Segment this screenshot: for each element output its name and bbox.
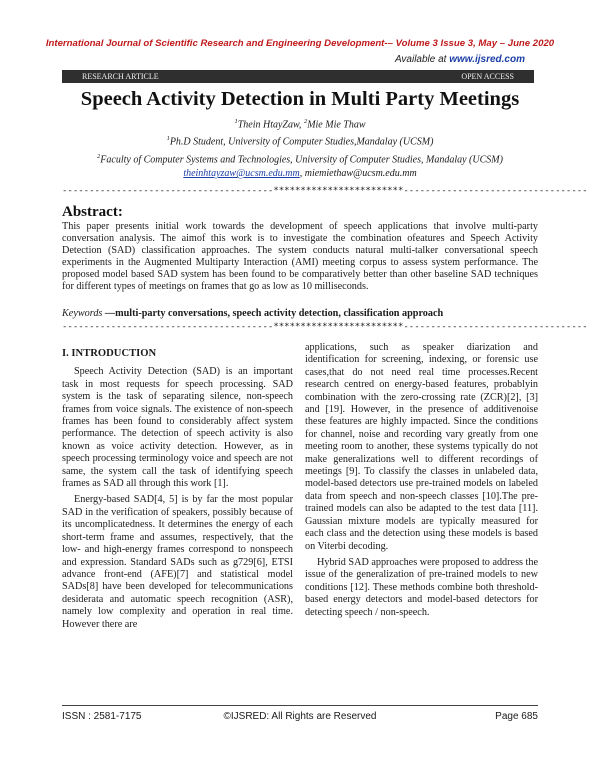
author-names: $^1$Thein HtayZaw, $^2$Mie Mie Thaw — [234, 118, 366, 131]
right-column — [305, 342, 538, 623]
introduction-heading: I. INTRODUCTION — [62, 348, 157, 359]
footer-rights: ©IJSRED: All Rights are Reserved — [223, 711, 377, 722]
author-block — [0, 115, 600, 181]
abstract-text: This paper presents initial work towards the development of speech applications that involve multi-party conversation analysis. The aimof this work is to investigate the combination ofeatures and Speech Activity Detection (SAD) classification approaches. The system conducts natural multi-talker conversational speech experiments in the Augmented Multiparty Interaction (AMI) meeting corpus to assess system performance. The proposed model based SAD system has been found to be comparatively better than other baseline SAD techniques for different types of meetings on frames that go as low as 10 milliseconds. — [62, 221, 538, 292]
available-prefix: Available at — [394, 54, 450, 65]
separator-line-bottom: ---------------------------------------************************---------------------------------- — [62, 322, 588, 332]
email-2: , miemiethaw@ucsm.edu.mm — [299, 167, 417, 179]
affiliation-1-text: Ph.D Student, University of Computer Studies,Mandalay (UCSM) — [169, 136, 434, 148]
keywords-text: —multi-party conversations, speech activity detection, classification approach — [102, 308, 444, 319]
left-column — [62, 348, 293, 635]
keywords-line — [62, 308, 538, 319]
author-emails — [0, 167, 600, 181]
separator-line-top: ---------------------------------------************************---------------------------------- — [62, 186, 588, 196]
research-article-label: RESEARCH ARTICLE — [82, 72, 159, 81]
intro-paragraph-3: applications, such as speaker diarization and identification for screening, indexing, or forensic use cases,that do not need real time processes.Recent research centred on energy-based features, probablyin combination with the zero-crossing rate (ZCR)[2], [3] and [19]. However, in the presence of additivenoise these features are highly impacted. Since the conditions for channel, noise and recording vary greatly from one meeting room to another, these systems typically do not make generalizations well to different recordings of meetings [9]. To classify the classes in unlabeled data, model-based detectors use pre-trained models on labeled data from speech and non-speech classes [10].The pre-trained models can also be adapted to the test data [11]. Gaussian mixture models are typically measured for each class and the detection using these models is based on Viterbi decoding. — [305, 342, 538, 552]
affiliation-1: $^1$Ph.D Student, University of Computer Studies,Mandalay (UCSM) — [166, 135, 434, 148]
footer-page-number: Page 685 — [495, 711, 538, 722]
abstract-heading: Abstract: — [62, 204, 123, 220]
footer-issn: ISSN : 2581-7175 — [62, 711, 142, 722]
intro-paragraph-4: Hybrid SAD approaches were proposed to address the issue of the generalization of pre-trained models to new conditions [12]. These methods combine both threshold-based energy detectors and model-based detectors for detecting speech / non-speech. — [305, 556, 538, 618]
email-link-1[interactable]: theinhtayzaw@ucsm.edu.mm — [183, 167, 300, 179]
open-access-label: OPEN ACCESS — [461, 72, 514, 81]
author-name-2: Mie Mie Thaw — [307, 119, 366, 131]
affiliation-2: $^2$Faculty of Computer Systems and Technologies, University of Computer Studies, Mandalay (UCSM) — [97, 152, 503, 165]
affiliation-2-text: Faculty of Computer Systems and Technologies, University of Computer Studies, Mandalay (UCSM) — [100, 153, 503, 165]
footer-divider — [62, 705, 538, 706]
paper-title: Speech Activity Detection in Multi Party Meetings — [80, 88, 520, 110]
keywords-label: Keywords — [62, 308, 103, 319]
journal-header: International Journal of Scientific Research and Engineering Development-– Volume 3 Issue 3, May – June 2020 — [45, 38, 555, 49]
journal-url-link[interactable]: www.ijsred.com — [449, 54, 525, 65]
availability-line — [395, 54, 525, 65]
article-type-bar — [62, 70, 534, 83]
author-name-1: Thein HtayZaw, — [237, 119, 304, 131]
intro-paragraph-1: Speech Activity Detection (SAD) is an important task in most requests for speech processing. SAD system is the task of separating silence, non-speech frames from voice signals. The existence of non-speech frames has been found to considerably affect system performance. The detection of speech activity is also known as voice activity detection. However, as in speech processing terminology voice and speech are not same, the system call the task of identifying speech frames as SAD all through this work [1]. — [62, 366, 293, 490]
intro-paragraph-2: Energy-based SAD[4, 5] is by far the most popular SAD in the verification of speakers, possibly because of its uncomplicatedness. It determines the energy of each short-term frame and assumes, respectively, that the low- and high-energy frames correspond to nonspeech and expression. Standard SADs such as g729[6], ETSI advance front-end (AFE)[7] and statistical model SADs[8] have been developed for telecommunications desiderata and automatic speech recognition (ASR), namely low complexity and operation in real time. However there are — [62, 494, 293, 630]
